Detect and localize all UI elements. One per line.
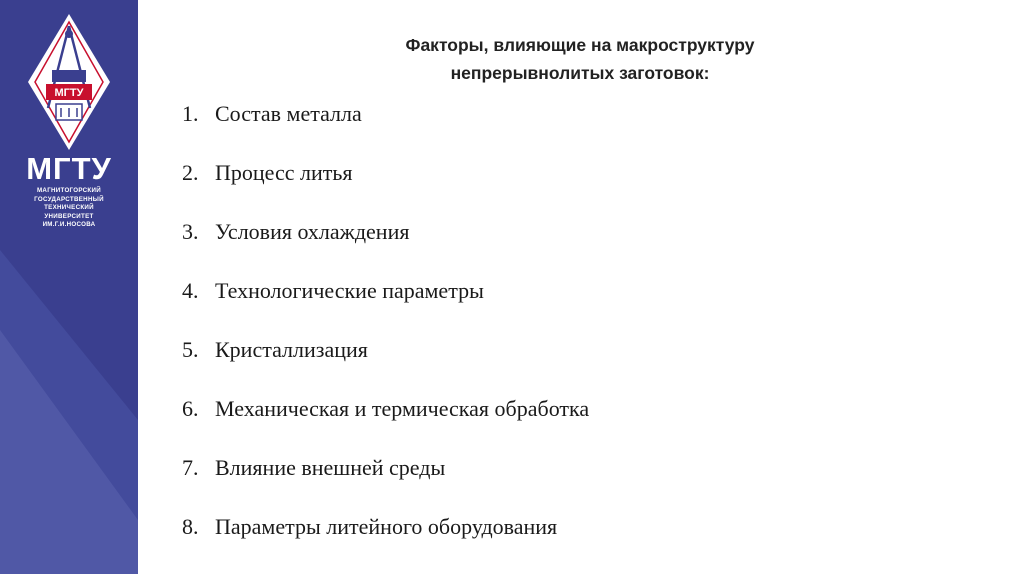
university-name	[0, 187, 138, 230]
slide-title-line: непрерывнолитых заготовок:	[450, 63, 710, 83]
university-name-line: МАГНИТОГОРСКИЙ	[36, 187, 102, 194]
factor-item	[182, 332, 589, 391]
factor-item	[182, 509, 589, 568]
factor-number: 4.	[182, 278, 199, 303]
factor-item	[182, 155, 589, 214]
factors-list	[182, 96, 589, 568]
factor-number: 7.	[182, 455, 199, 480]
factor-item	[182, 391, 589, 450]
factor-number: 3.	[182, 219, 199, 244]
university-name-line: ИМ.Г.И.НОСОВА	[42, 221, 96, 229]
factor-number: 1.	[182, 101, 199, 126]
factor-number: 8.	[182, 514, 199, 539]
factor-number: 5.	[182, 337, 199, 362]
slide-title	[290, 31, 870, 87]
factor-text: Состав металла	[215, 101, 362, 126]
sidebar	[0, 0, 138, 574]
university-name-line: ГОСУДАРСТВЕННЫЙ	[34, 195, 104, 203]
factor-item	[182, 214, 589, 273]
factor-item	[182, 450, 589, 509]
university-acronym: МГТУ	[26, 151, 112, 186]
factor-number: 2.	[182, 160, 199, 185]
factor-text: Процесс литья	[215, 160, 353, 185]
factor-number: 6.	[182, 396, 199, 421]
factor-text: Параметры литейного оборудования	[215, 514, 558, 539]
factor-item	[182, 96, 589, 155]
factor-text: Механическая и термическая обработка	[215, 396, 590, 421]
factor-item	[182, 273, 589, 332]
factor-text: Технологические параметры	[215, 278, 484, 303]
university-logo	[26, 12, 112, 152]
factor-text: Влияние внешней среды	[215, 455, 446, 480]
university-name-line: ТЕХНИЧЕСКИЙ	[44, 204, 94, 212]
factor-text: Кристаллизация	[215, 337, 368, 362]
factor-text: Условия охлаждения	[215, 219, 410, 244]
university-name-line: УНИВЕРСИТЕТ	[44, 212, 94, 220]
slide-title-line: Факторы, влияющие на макроструктуру	[405, 35, 755, 55]
logo-text: МГТУ	[54, 87, 84, 99]
